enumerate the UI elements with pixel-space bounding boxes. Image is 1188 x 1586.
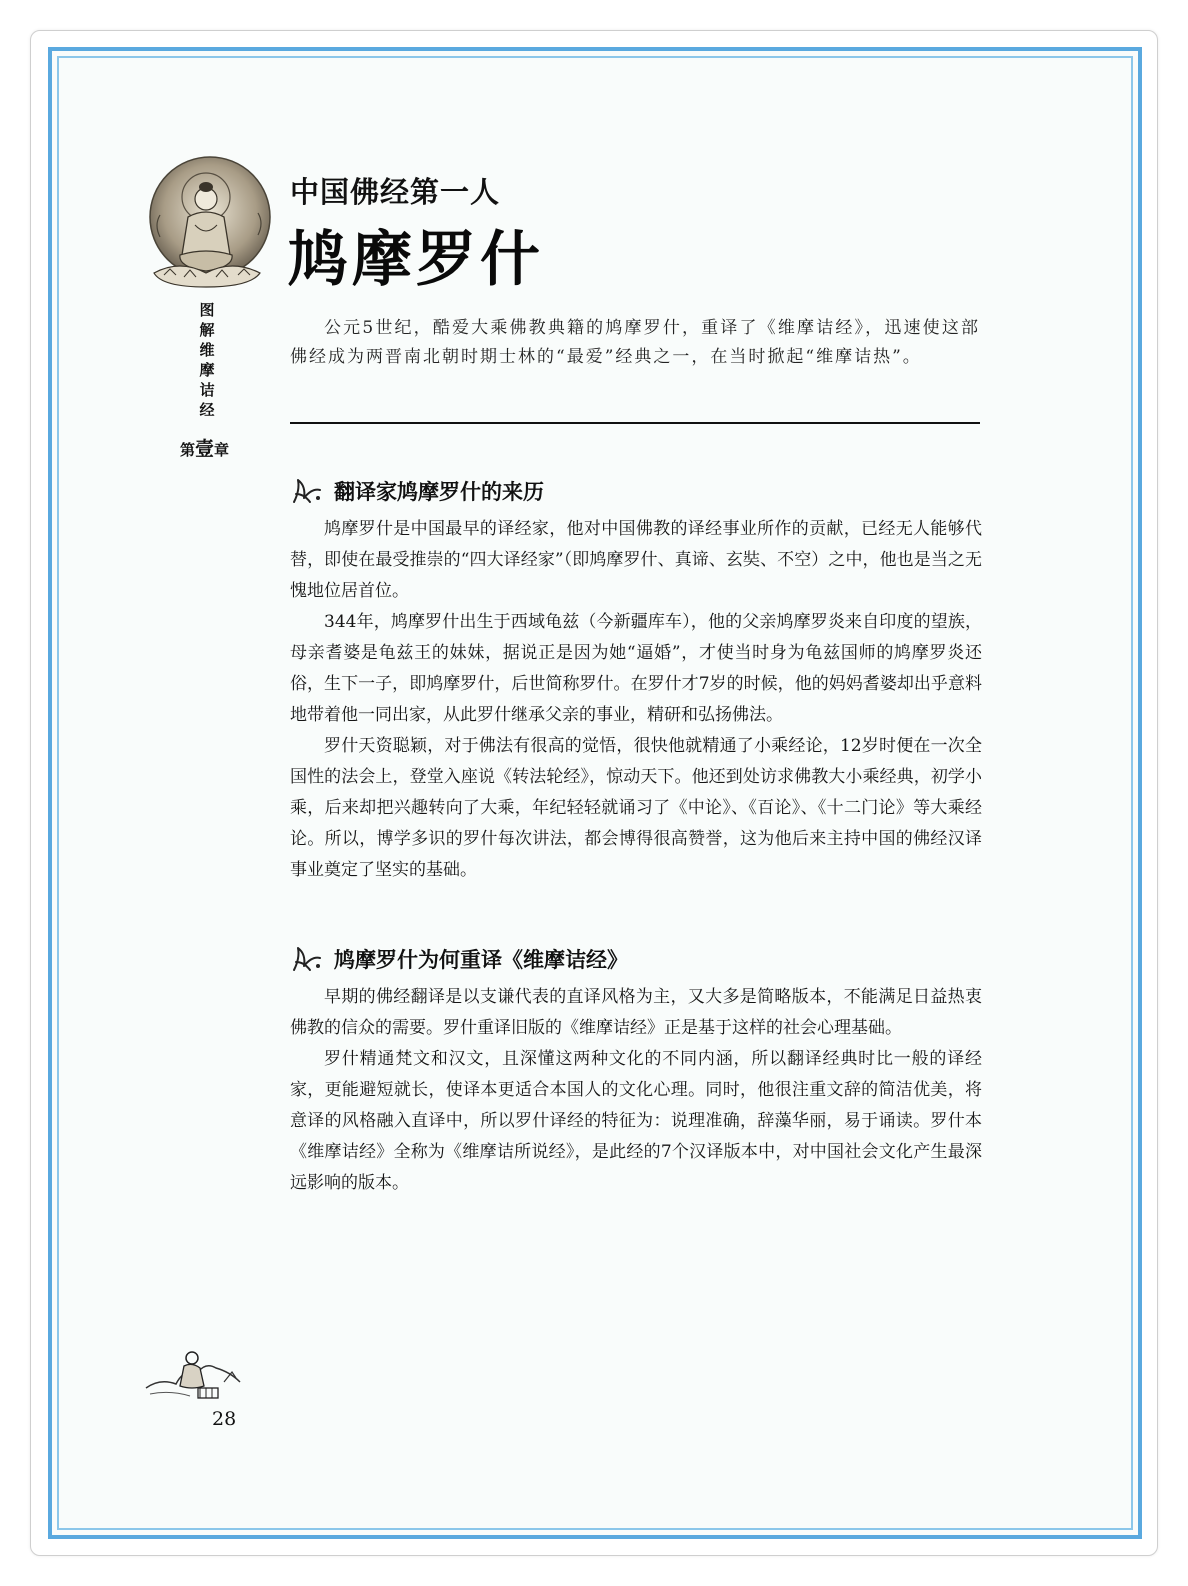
page-title: 鸠摩罗什	[288, 225, 544, 295]
paragraph: 鸠摩罗什是中国最早的译经家，他对中国佛教的译经事业所作的贡献，已经无人能够代替，即使在最受推崇的“四大译经家”（即鸠摩罗什、真谛、玄奘、不空）之中，他也是当之无愧地位居首位。	[290, 519, 982, 601]
scholar-illustration-icon	[140, 1338, 250, 1402]
ink-orchid-icon	[290, 944, 326, 974]
paragraph: 罗什精通梵文和汉文，且深懂这两种文化的不同内涵，所以翻译经典时比一般的译经家，更能避短就长，使译本更适合本国人的文化心理。同时，他很注重文辞的简洁优美，将意译的风格融入直译中，所以罗什译经的特征为：说理准确，辞藻华丽，易于诵读。罗什本《维摩诘经》全称为《维摩诘所说经》，是此经的7个汉译版本中，对中国社会文化产生最深远影响的版本。	[290, 1049, 982, 1193]
page-subtitle: 中国佛经第一人	[290, 175, 501, 209]
paragraph: 344年，鸠摩罗什出生于西域龟兹（今新疆库车），他的父亲鸠摩罗炎来自印度的望族，母亲耆婆是龟兹王的妹妹，据说正是因为她“逼婚”，才使当时身为龟兹国师的鸠摩罗炎还俗，生下一子，即鸠摩罗什，后世简称罗什。在罗什才7岁的时候，他的妈妈耆婆却出乎意料地带着他一同出家，从此罗什继承父亲的事业，精研和弘扬佛法。	[290, 612, 982, 725]
paragraph: 罗什天资聪颖，对于佛法有很高的觉悟，很快他就精通了小乘经论，12岁时便在一次全国性的法会上，登堂入座说《转法轮经》，惊动天下。他还到处访求佛教大小乘经典，初学小乘，后来却把兴趣转向了大乘，年纪轻轻就诵习了《中论》、《百论》、《十二门论》等大乘经论。所以，博学多识的罗什每次讲法，都会博得很高赞誉，这为他后来主持中国的佛经汉译事业奠定了坚实的基础。	[290, 736, 982, 880]
book-side-title: 图 解 维 摩 诘 经	[199, 301, 215, 419]
ink-orchid-icon	[290, 476, 326, 506]
buddha-medallion-icon	[140, 155, 272, 295]
chapter-label: 第壹章	[180, 438, 230, 460]
paragraph: 早期的佛经翻译是以支谦代表的直译风格为主，又大多是简略版本，不能满足日益热衷佛教的信众的需要。罗什重译旧版的《维摩诘经》正是基于这样的社会心理基础。	[290, 987, 982, 1038]
section-heading: 鸠摩罗什为何重译《维摩诘经》	[290, 944, 628, 974]
section-heading: 翻译家鸠摩罗什的来历	[290, 476, 544, 506]
page-number: 28	[212, 1408, 237, 1430]
section-body	[290, 982, 982, 1199]
divider	[290, 422, 980, 424]
intro-paragraph: 公元5世纪，酷爱大乘佛教典籍的鸠摩罗什，重译了《维摩诘经》，迅速使这部佛经成为两晋南北朝时期士林的“最爱”经典之一，在当时掀起“维摩诘热”。	[290, 318, 980, 367]
section-body	[290, 514, 982, 886]
